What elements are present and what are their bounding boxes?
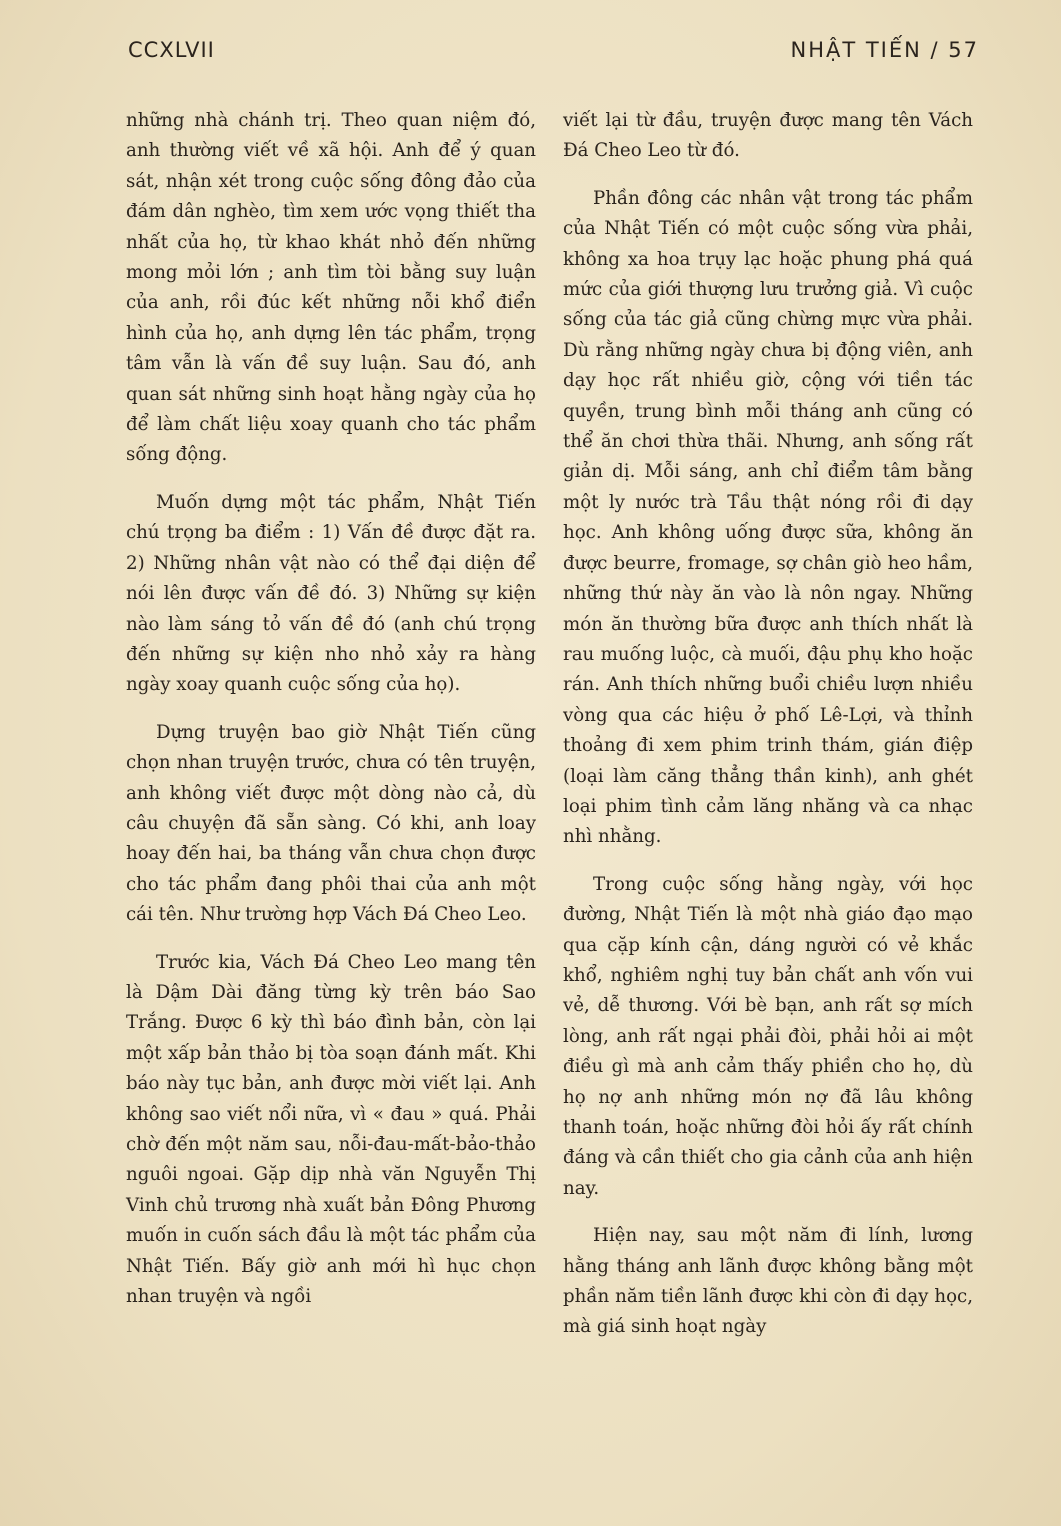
paragraph: Trước kia, Vách Đá Cheo Leo mang tên là Dậm Dài đăng từng kỳ trên báo Sao Trắng. Được 6 kỳ thì báo đình bản, còn lại một xấp bản thảo bị tòa soạn đánh mất. Khi báo này tục bản, anh được mời viết lại. Anh không sao viết nổi nữa, vì « đau » quá. Phải chờ đến một năm sau, nỗi-đau-mất-bảo-thảo nguôi ngoai. Gặp dịp nhà văn Nguyễn Thị Vinh chủ trương nhà xuất bản Đông Phương muốn in cuốn sách đầu là một tác phẩm của Nhật Tiến. Bấy giờ anh mới hì hục chọn nhan truyện và ngồi [126,951,536,1308]
paragraph: Hiện nay, sau một năm đi lính, lương hằng tháng anh lãnh được không bằng một phần năm tiền lãnh được khi còn đi dạy học, mà giá sinh hoạt ngày [563,1225,973,1338]
paragraph: Trong cuộc sống hằng ngày, với học đường, Nhật Tiến là một nhà giáo đạo mạo qua cặp kính cận, dáng người có vẻ khắc khổ, nghiêm nghị tuy bản chất anh vốn vui vẻ, dễ thương. Với bè bạn, anh rất sợ mích lòng, anh rất ngại phải đòi, phải hỏi ai một điều gì mà anh cảm thấy phiền cho họ, dù họ nợ anh những món nợ đã lâu không thanh toán, hoặc những đòi hỏi ấy rất chính đáng và cần thiết cho gia cảnh của anh hiện nay. [563,873,973,1199]
right-column [563,106,973,1343]
paragraph: những nhà chánh trị. Theo quan niệm đó, anh thường viết về xã hội. Anh để ý quan sát, nhận xét trong cuộc sống đông đảo của đám dân nghèo, tìm xem ước vọng thiết tha nhất của họ, từ khao khát nhỏ đến những mong mỏi lớn ; anh tìm tòi bằng suy luận của anh, rồi đúc kết những nỗi khổ điển hình của họ, anh dựng lên tác phẩm, trọng tâm vẫn là vấn đề suy luận. Sau đó, anh quan sát những sinh hoạt hằng ngày của họ để làm chất liệu xoay quanh cho tác phẩm sống động. [126,110,536,466]
paragraph: Dựng truyện bao giờ Nhật Tiến cũng chọn nhan truyện trước, chưa có tên truyện, anh không viết được một dòng nào cả, dù câu chuyện đã sẵn sàng. Có khi, anh loay hoay đến hai, ba tháng vẫn chưa chọn được cho tác phẩm đang phôi thai của anh một cái tên. Như trường hợp Vách Đá Cheo Leo. [126,721,536,926]
paragraph: Phần đông các nhân vật trong tác phẩm của Nhật Tiến có một cuộc sống vừa phải, không xa hoa trụy lạc hoặc phung phá quá mức của giới thượng lưu trưởng giả. Vì cuộc sống của tác giả cũng chừng mực vừa phải. Dù rằng những ngày chưa bị động viên, anh dạy học rất nhiều giờ, cộng với tiền tác quyền, trung bình mỗi tháng anh cũng có thể ăn chơi thừa thãi. Nhưng, anh sống rất giản dị. Mỗi sáng, anh chỉ điểm tâm bằng một ly nước trà Tầu thật nóng rồi đi dạy học. Anh không uống được sữa, không ăn được beurre, fromage, sợ chân giò heo hầm, những thứ này ăn vào là nôn ngay. Những món ăn thường bữa được anh thích nhất là rau muống luộc, cà muối, đậu phụ kho hoặc rán. Anh thích những buổi chiều lượn nhiều vòng qua các hiệu ở phố Lê-Lợi, và thỉnh thoảng đi xem phim trinh thám, gián điệp (loại làm căng thẳng thần kinh), anh ghét loại phim tình cảm lăng nhăng và ca nhạc nhì nhằng. [563,187,973,848]
page-header [128,38,979,70]
paragraph: Muốn dựng một tác phẩm, Nhật Tiến chú trọng ba điểm : 1) Vấn đề được đặt ra. 2) Những nhân vật nào có thể đại diện để nói lên được vấn đề đó. 3) Những sự kiện nào làm sáng tỏ vấn đề đó (anh chú trọng đến những sự kiện nho nhỏ xảy ra hàng ngày xoay quanh cuộc sống của họ). [126,491,536,696]
paragraph: viết lại từ đầu, truyện được mang tên Vách Đá Cheo Leo từ đó. [563,110,973,162]
chapter-number: CCXLVII [128,38,215,62]
left-column [126,106,536,1312]
running-title-page-number: NHẬT TIẾN / 57 [790,38,979,62]
